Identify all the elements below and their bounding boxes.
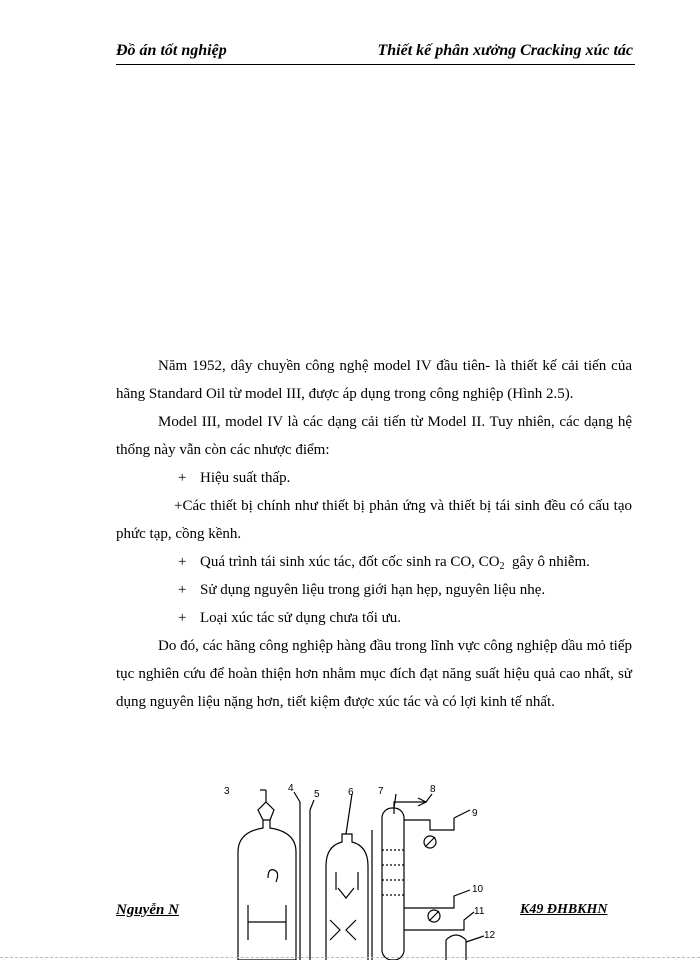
bullet-3-text: Quá trình tái sinh xúc tác, đốt cốc sinh ra CO, CO — [200, 554, 500, 570]
callout-8: 8 — [430, 784, 436, 795]
bullet-mark: + — [178, 554, 187, 570]
bullet-mark: + — [178, 582, 187, 598]
bullet-4-text: Sử dụng nguyên liệu trong giới hạn hẹp, nguyên liệu nhẹ. — [200, 582, 546, 598]
label-6-leader — [346, 794, 352, 834]
bullet-2: +Các thiết bị chính như thiết bị phản ứng và thiết bị tái sinh đều có cấu tạo phức tạp, cồng kềnh. — [116, 498, 632, 542]
header-left-title: Đồ án tốt nghiệp — [116, 42, 227, 59]
pump-mark — [429, 911, 439, 921]
footer-class: K49 ĐHBKHN — [520, 902, 608, 917]
bottom-line — [404, 912, 474, 930]
process-diagram — [218, 780, 508, 960]
column-trays — [382, 850, 404, 895]
process-diagram-figure — [218, 780, 508, 960]
footer-author: Nguyễn N — [116, 902, 179, 918]
bullet-5-text: Loại xúc tác sử dụng chưa tối ưu. — [200, 610, 402, 626]
callout-12: 12 — [484, 930, 496, 941]
regenerator-internals — [330, 920, 356, 940]
bullet-mark: + — [178, 470, 187, 486]
bullet-1 — [116, 464, 632, 492]
page-header — [116, 40, 635, 65]
callout-3: 3 — [224, 786, 230, 797]
callout-4: 4 — [288, 783, 294, 794]
fractionator-column — [382, 808, 404, 960]
paragraph-1: Năm 1952, dây chuyền công nghệ model IV đầu tiên- là thiết kế cải tiến của hãng Standard Oil từ model III, được áp dụng trong công nghiệp (Hình 2.5). — [116, 358, 632, 402]
callout-11: 11 — [474, 906, 485, 917]
paragraph-3: Do đó, các hãng công nghiệp hàng đầu trong lĩnh vực công nghiệp dầu mỏ tiếp tục nghiên cứu để hoàn thiện hơn nhằm mục đích đạt năng suất hiệu quả cao nhất, sử dụng nguyên liệu nặng hơn, tiết kiệm được xúc tác và có lợi kinh tế nhất. — [116, 638, 632, 710]
label-4-leader — [294, 792, 300, 802]
condenser-line — [404, 818, 454, 830]
reactor-cyclone — [268, 870, 278, 882]
bullet-mark: + — [178, 610, 187, 626]
reactor-vessel — [238, 820, 296, 960]
paragraph-2: Model III, model IV là các dạng cải tiến từ Model II. Tuy nhiên, các dạng hệ thống này vẫn còn các nhược điểm: — [116, 414, 632, 458]
callout-6: 6 — [348, 787, 354, 798]
bullet-4 — [116, 576, 632, 604]
callout-10: 10 — [472, 884, 484, 895]
label-8-leader — [426, 794, 432, 802]
label-12-leader — [466, 936, 484, 942]
label-5-leader — [310, 800, 314, 810]
side-draw-line — [404, 890, 470, 908]
bullet-3 — [116, 548, 632, 576]
bullet-3-tail: gây ô nhiễm. — [512, 554, 590, 570]
reactor-hopper — [258, 802, 274, 820]
label-9-leader — [454, 810, 470, 818]
callout-9: 9 — [472, 808, 478, 819]
co2-subscript: 2 — [499, 561, 505, 572]
regenerator-cyclones — [336, 872, 358, 898]
callout-5: 5 — [314, 789, 320, 800]
header-right-title: Thiết kế phân xưởng Cracking xúc tác — [377, 42, 633, 59]
condenser-mark — [425, 837, 435, 847]
reactor-internals — [248, 905, 286, 940]
page-edge-divider — [0, 957, 700, 958]
bullet-1-text: Hiệu suất thấp. — [200, 470, 291, 486]
bullet-5 — [116, 604, 632, 632]
body-text — [116, 352, 632, 716]
callout-7: 7 — [378, 786, 384, 797]
